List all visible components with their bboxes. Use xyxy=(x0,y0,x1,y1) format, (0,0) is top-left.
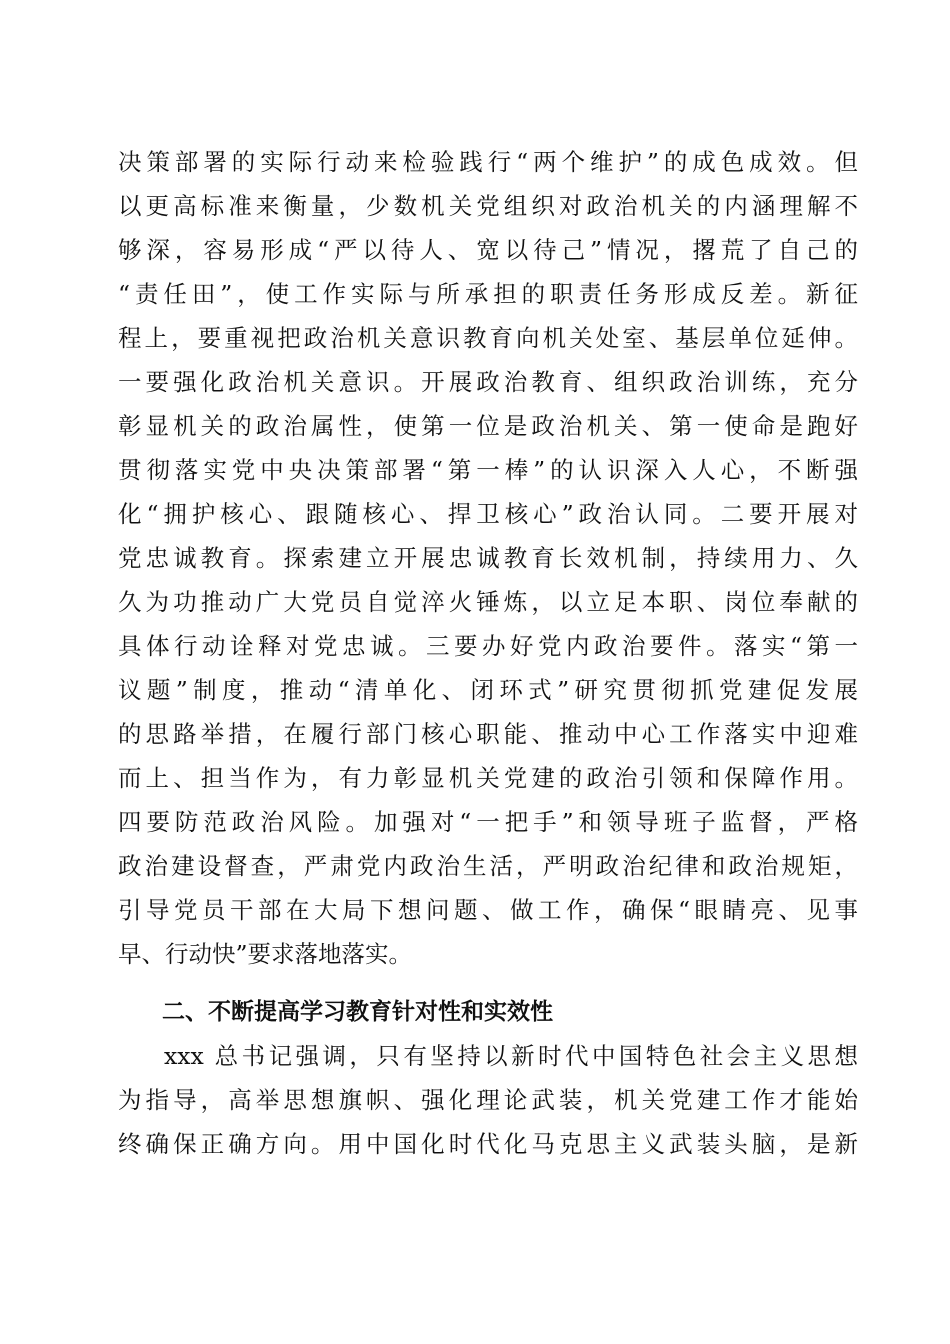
paragraph-line: 彰显机关的政治属性，使第一位是政治机关、第一使命是跑好 xyxy=(118,412,858,440)
paragraph-line: 的思路举措，在履行部门核心职能、推动中心工作落实中迎难 xyxy=(118,720,858,748)
paragraph-line: 而上、担当作为，有力彰显机关党建的政治引领和保障作用。 xyxy=(118,764,858,792)
section-heading: 二、不断提高学习教育针对性和实效性 xyxy=(162,999,553,1025)
paragraph-line: 早、行动快”要求落地落实。 xyxy=(118,940,413,968)
paragraph-line: 久为功推动广大党员自觉淬火锤炼，以立足本职、岗位奉献的 xyxy=(118,588,858,616)
paragraph-line: 一要强化政治机关意识。开展政治教育、组织政治训练，充分 xyxy=(118,368,858,396)
paragraph-line: 以更高标准来衡量，少数机关党组织对政治机关的内涵理解不 xyxy=(118,192,858,220)
paragraph-line: 四要防范政治风险。加强对“一把手”和领导班子监督，严格 xyxy=(118,808,858,836)
paragraph-line: 议题”制度，推动“清单化、闭环式”研究贯彻抓党建促发展 xyxy=(118,676,858,704)
paragraph-line: xxx 总书记强调，只有坚持以新时代中国特色社会主义思想 xyxy=(164,1042,858,1070)
paragraph-line: 够深，容易形成“严以待人、宽以待己”情况，撂荒了自己的 xyxy=(118,236,858,264)
paragraph-line: “责任田”，使工作实际与所承担的职责任务形成反差。新征 xyxy=(118,280,858,308)
paragraph-line: 决策部署的实际行动来检验践行“两个维护”的成色成效。但 xyxy=(118,148,858,176)
paragraph-line: 贯彻落实党中央决策部署“第一棒”的认识深入人心，不断强 xyxy=(118,456,858,484)
paragraph-line: 党忠诚教育。探索建立开展忠诚教育长效机制，持续用力、久 xyxy=(118,544,858,572)
paragraph-line: 程上，要重视把政治机关意识教育向机关处室、基层单位延伸。 xyxy=(118,324,858,352)
paragraph-1 xyxy=(118,140,858,976)
paragraph-2 xyxy=(118,1034,858,1166)
paragraph-line: 政治建设督查，严肃党内政治生活，严明政治纪律和政治规矩， xyxy=(118,852,858,880)
paragraph-line: 终确保正确方向。用中国化时代化马克思主义武装头脑，是新 xyxy=(118,1130,858,1158)
paragraph-line: 为指导，高举思想旗帜、强化理论武装，机关党建工作才能始 xyxy=(118,1086,858,1114)
paragraph-line: 引导党员干部在大局下想问题、做工作，确保“眼睛亮、见事 xyxy=(118,896,858,924)
paragraph-line: 具体行动诠释对党忠诚。三要办好党内政治要件。落实“第一 xyxy=(118,632,858,660)
paragraph-line: 化“拥护核心、跟随核心、捍卫核心”政治认同。二要开展对 xyxy=(118,500,858,528)
